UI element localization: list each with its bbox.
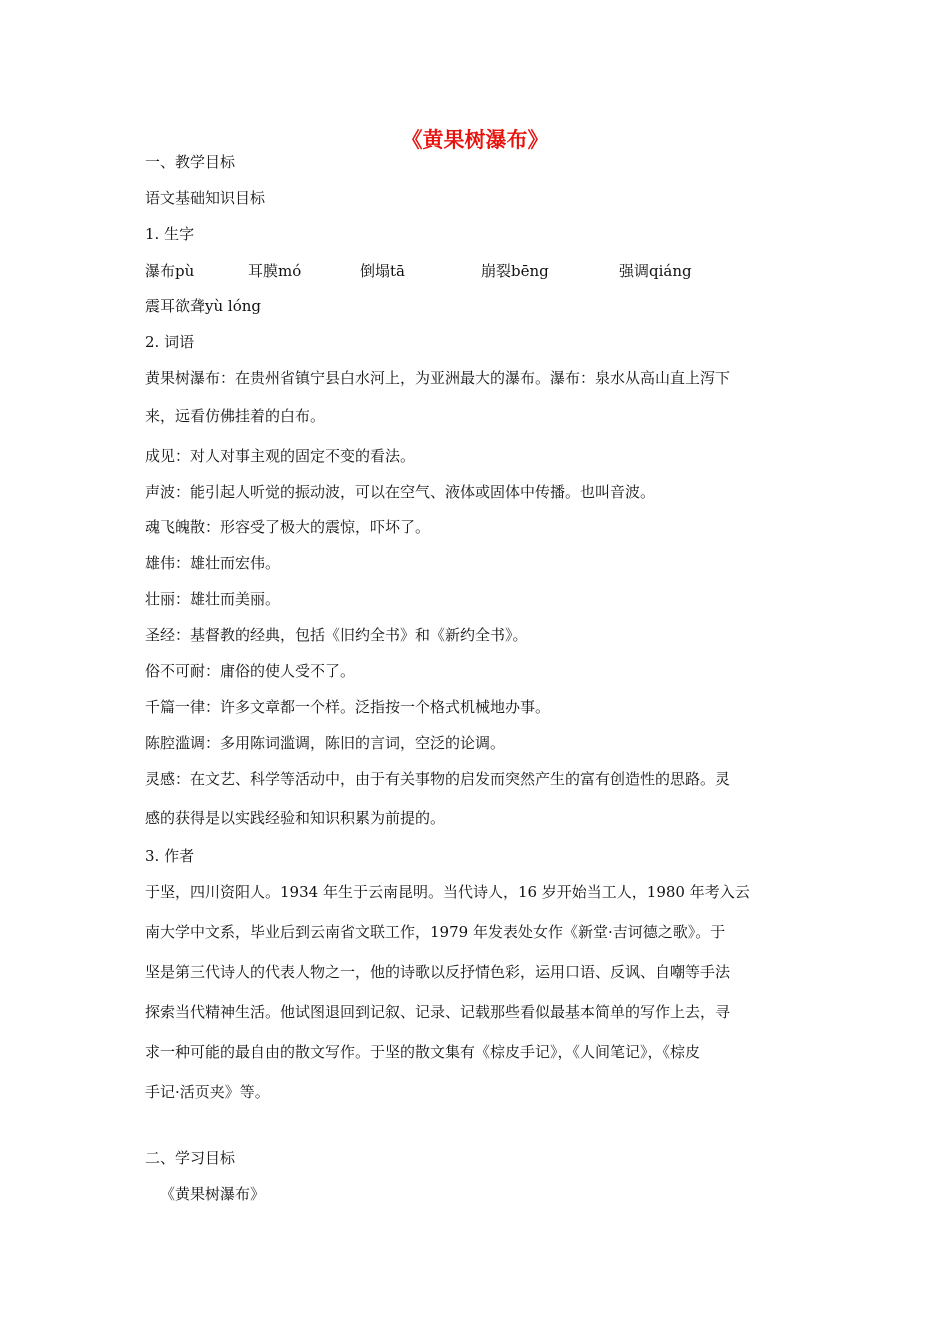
definition-line: 灵感：在文艺、科学等活动中，由于有关事物的启发而突然产生的富有创造性的思路。灵 (145, 770, 731, 788)
item-heading-2: 2. 词语 (145, 333, 195, 351)
author-line: 坚是第三代诗人的代表人物之一，他的诗歌以反抒情色彩，运用口语、反讽、自嘲等手法 (145, 963, 731, 981)
section-heading-1: 一、教学目标 (145, 153, 236, 171)
definition-line: 雄伟：雄壮而宏伟。 (145, 554, 281, 572)
definition-line: 魂飞魄散：形容受了极大的震惊，吓坏了。 (145, 518, 431, 536)
author-line: 探索当代精神生活。他试图退回到记叙、记录、记载那些看似最基本简单的写作上去，寻 (145, 1003, 731, 1021)
definition-line: 千篇一律：许多文章都一个样。泛指按一个格式机械地办事。 (145, 698, 551, 716)
subheading: 语文基础知识目标 (145, 189, 266, 207)
pinyin-item: 强调qiáng (619, 262, 692, 280)
definition-line: 来，远看仿佛挂着的白布。 (145, 407, 326, 425)
pinyin-item: 倒塌tā (360, 262, 405, 280)
definition-line: 陈腔滥调：多用陈词滥调，陈旧的言词，空泛的论调。 (145, 734, 506, 752)
author-line: 求一种可能的最自由的散文写作。于坚的散文集有《棕皮手记》，《人间笔记》，《棕皮 (145, 1043, 701, 1061)
author-line: 于坚，四川资阳人。1934 年生于云南昆明。当代诗人，16 岁开始当工人，1980 年考入云 (145, 883, 750, 901)
definition-line: 俗不可耐：庸俗的使人受不了。 (145, 662, 356, 680)
doc-title: 《黄果树瀑布》 (401, 127, 549, 152)
pinyin-item: 震耳欲聋yù lóng (145, 297, 261, 315)
item-heading-3: 3. 作者 (145, 847, 195, 865)
author-line: 南大学中文系，毕业后到云南省文联工作，1979 年发表处女作《新堂·吉诃德之歌》。于 (145, 923, 726, 941)
section-heading-2: 二、学习目标 (145, 1149, 236, 1167)
definition-line: 声波：能引起人听觉的振动波，可以在空气、液体或固体中传播。也叫音波。 (145, 483, 656, 501)
definition-line: 壮丽：雄壮而美丽。 (145, 590, 281, 608)
pinyin-item: 崩裂bēng (481, 262, 549, 280)
pinyin-row (0, 260, 950, 282)
subheading: 《黄果树瀑布》 (160, 1185, 266, 1203)
item-heading-1: 1. 生字 (145, 225, 195, 243)
definition-line: 感的获得是以实践经验和知识积累为前提的。 (145, 809, 446, 827)
definition-line: 圣经：基督教的经典，包括《旧约全书》和《新约全书》。 (145, 626, 528, 644)
pinyin-item: 瀑布pù (145, 262, 195, 280)
author-line: 手记·活页夹》等。 (145, 1083, 270, 1101)
definition-line: 成见：对人对事主观的固定不变的看法。 (145, 447, 416, 465)
pinyin-item: 耳膜mó (248, 262, 302, 280)
definition-line: 黄果树瀑布：在贵州省镇宁县白水河上，为亚洲最大的瀑布。瀑布：泉水从高山直上泻下 (145, 369, 731, 387)
